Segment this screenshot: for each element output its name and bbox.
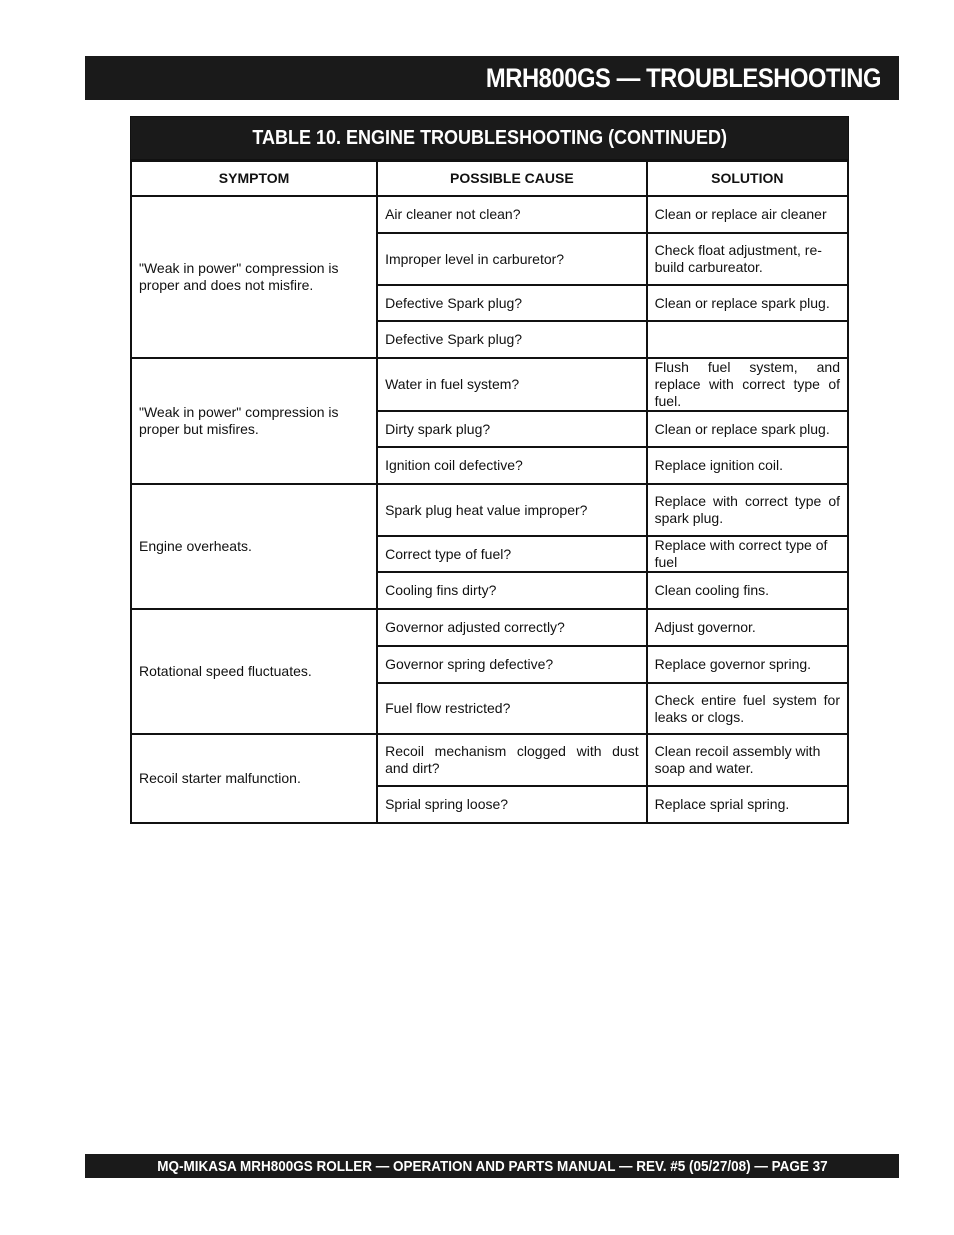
troubleshooting-table	[130, 160, 849, 824]
solution-cell	[647, 321, 848, 358]
cause-cell: Correct type of fuel?	[377, 536, 647, 572]
table-row	[131, 358, 848, 411]
cause-cell: Defective Spark plug?	[377, 285, 647, 321]
cause-cell: Spark plug heat value improper?	[377, 484, 647, 536]
solution-cell: Replace governor spring.	[647, 646, 848, 683]
solution-cell: Replace sprial spring.	[647, 786, 848, 823]
solution-cell: Flush fuel system, and replace with correct type of fuel.	[647, 358, 848, 411]
symptom-cell: Engine overheats.	[131, 484, 377, 609]
symptom-cell: "Weak in power" compression is proper but misfires.	[131, 358, 377, 484]
table-row	[131, 734, 848, 786]
cause-cell: Dirty spark plug?	[377, 411, 647, 447]
table-caption	[130, 116, 849, 160]
table-row	[131, 484, 848, 536]
solution-cell: Check entire fuel system for leaks or clogs.	[647, 683, 848, 734]
page-footer	[85, 1154, 899, 1178]
cause-cell: Air cleaner not clean?	[377, 196, 647, 233]
cause-cell: Water in fuel system?	[377, 358, 647, 411]
solution-cell: Clean recoil assembly with soap and water.	[647, 734, 848, 786]
cause-cell: Defective Spark plug?	[377, 321, 647, 358]
solution-cell: Clean or replace spark plug.	[647, 285, 848, 321]
symptom-cell: "Weak in power" compression is proper and does not misfire.	[131, 196, 377, 358]
table-header-row	[131, 161, 848, 196]
symptom-cell: Recoil starter malfunction.	[131, 734, 377, 823]
cause-cell: Ignition coil defective?	[377, 447, 647, 484]
solution-cell: Clean or replace air cleaner	[647, 196, 848, 233]
footer-text: MQ-MIKASA MRH800GS ROLLER — OPERATION AND PARTS MANUAL — REV. #5 (05/27/08) — PAGE 37	[156, 1157, 828, 1175]
symptom-cell: Rotational speed fluctuates.	[131, 609, 377, 734]
solution-cell: Clean or replace spark plug.	[647, 411, 848, 447]
cause-cell: Governor spring defective?	[377, 646, 647, 683]
cause-cell: Fuel flow restricted?	[377, 683, 647, 734]
solution-cell: Check float adjustment, re-build carbureator.	[647, 233, 848, 285]
solution-cell: Replace with correct type of fuel	[647, 536, 848, 572]
column-header-possible-cause: POSSIBLE CAUSE	[377, 161, 647, 196]
cause-cell: Cooling fins dirty?	[377, 572, 647, 609]
table-row	[131, 609, 848, 646]
table-row	[131, 196, 848, 233]
solution-cell: Clean cooling fins.	[647, 572, 848, 609]
cause-cell: Governor adjusted correctly?	[377, 609, 647, 646]
solution-cell: Replace with correct type of spark plug.	[647, 484, 848, 536]
cause-cell: Recoil mechanism clogged with dust and dirt?	[377, 734, 647, 786]
solution-cell: Adjust governor.	[647, 609, 848, 646]
page-title: MRH800GS — TROUBLESHOOTING	[485, 62, 881, 93]
column-header-solution: SOLUTION	[647, 161, 848, 196]
solution-cell: Replace ignition coil.	[647, 447, 848, 484]
troubleshooting-table-container	[130, 116, 849, 824]
cause-cell: Sprial spring loose?	[377, 786, 647, 823]
cause-cell: Improper level in carburetor?	[377, 233, 647, 285]
page-header	[85, 56, 899, 100]
table-caption-text: TABLE 10. ENGINE TROUBLESHOOTING (CONTINUED)	[252, 126, 727, 149]
column-header-symptom: SYMPTOM	[131, 161, 377, 196]
